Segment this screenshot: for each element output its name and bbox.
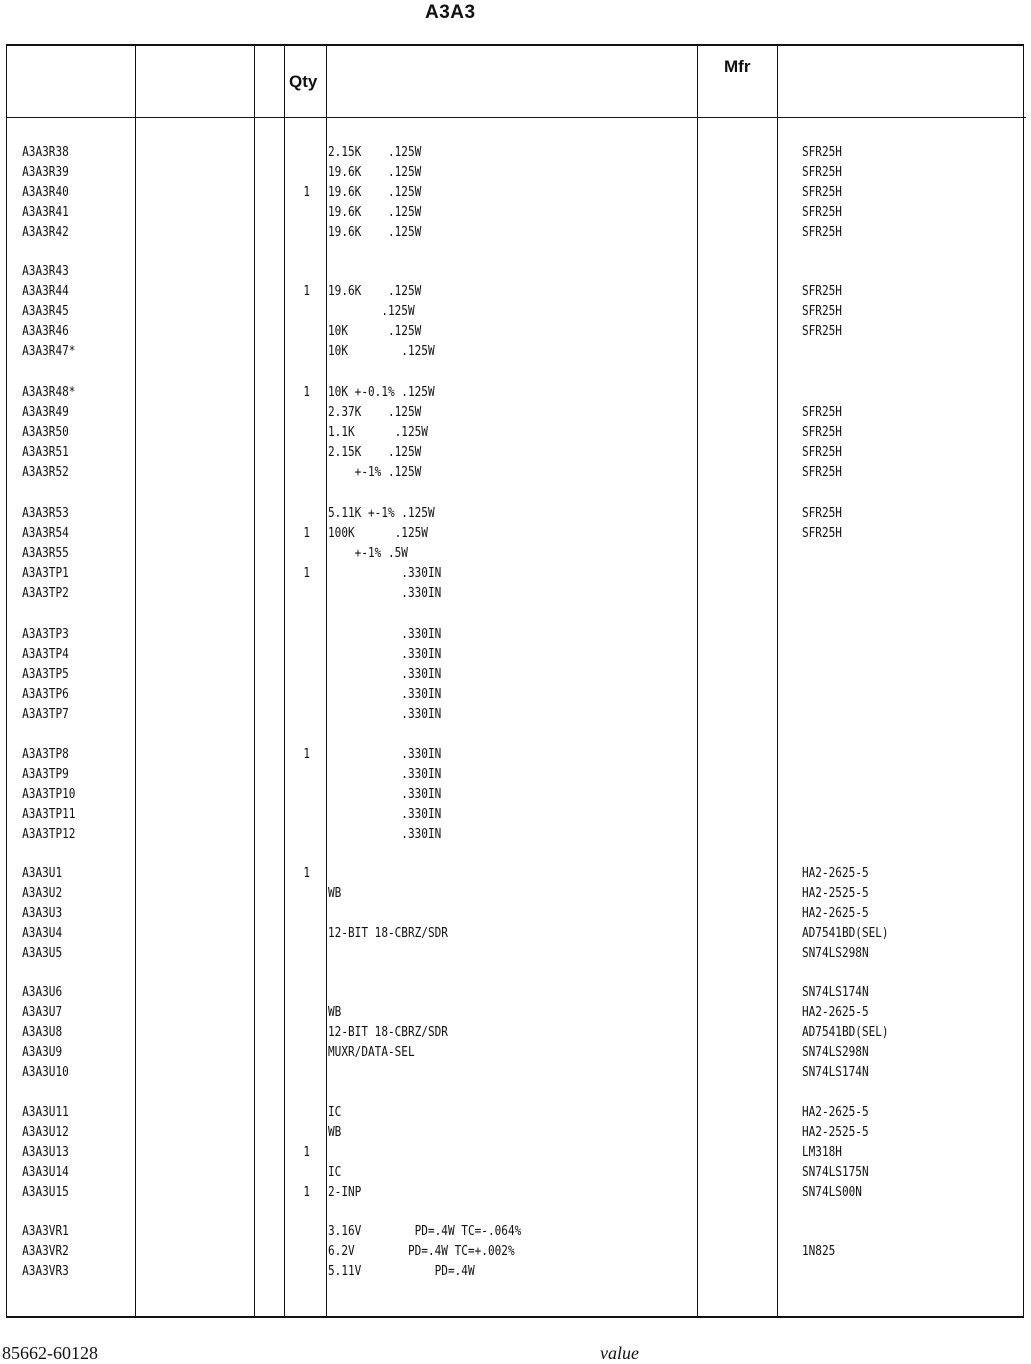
part-description: .330IN (328, 706, 442, 722)
mfr-part-number: SFR25H (801, 505, 842, 521)
mfr-part-number: SFR25H (801, 424, 842, 440)
table-row (0, 983, 869, 1001)
table-row (0, 1163, 869, 1181)
part-description: WB (328, 1124, 342, 1140)
table-row (0, 884, 869, 902)
table-row (0, 1183, 862, 1201)
part-reference: A3A3TP8 (22, 746, 69, 762)
part-description: 100K .125W (328, 525, 428, 541)
part-reference: A3A3R46 (22, 323, 69, 339)
part-reference: A3A3R42 (22, 224, 69, 240)
part-reference: A3A3TP5 (22, 666, 69, 682)
part-reference: A3A3U7 (22, 1004, 63, 1020)
table-row (0, 524, 845, 542)
part-description: 5.11V PD=.4W (328, 1263, 475, 1279)
part-description: .330IN (328, 766, 442, 782)
mfr-part-number: SFR25H (801, 224, 842, 240)
part-quantity: 1 (303, 746, 311, 762)
part-reference: A3A3U13 (22, 1144, 69, 1160)
part-reference: A3A3R51 (22, 444, 69, 460)
part-description: .330IN (328, 626, 442, 642)
part-reference: A3A3U14 (22, 1164, 69, 1180)
table-row (0, 342, 845, 360)
part-description: 2.15K .125W (328, 444, 422, 460)
mfr-part-number: LM318H (801, 1144, 842, 1160)
table-row (0, 1023, 889, 1041)
table-row (0, 463, 845, 481)
part-reference: A3A3R47* (22, 343, 76, 359)
part-description: 12-BIT 18-CBRZ/SDR (328, 1024, 448, 1040)
table-row (0, 203, 845, 221)
part-description: 19.6K .125W (328, 204, 422, 220)
mfr-part-number: HA2-2625-5 (801, 865, 869, 881)
table-row (0, 302, 845, 320)
table-row (0, 625, 845, 643)
mfr-part-number: AD7541BD(SEL) (801, 1024, 889, 1040)
mfr-part-number: SN74LS298N (801, 945, 869, 961)
part-description: .330IN (328, 686, 442, 702)
table-row (0, 223, 845, 241)
table-row (0, 1063, 869, 1081)
table-row (0, 443, 845, 461)
table-row (0, 544, 845, 562)
part-reference: A3A3R39 (22, 164, 69, 180)
part-description: .330IN (328, 565, 442, 581)
table-row (0, 904, 869, 922)
mfr-part-number: SFR25H (801, 144, 842, 160)
part-reference: A3A3VR3 (22, 1263, 69, 1279)
part-description: IC (328, 1104, 342, 1120)
header-divider (6, 117, 1026, 118)
part-reference: A3A3R44 (22, 283, 69, 299)
table-row (0, 1123, 869, 1141)
table-row (0, 564, 845, 582)
part-reference: A3A3TP4 (22, 646, 69, 662)
part-reference: A3A3U3 (22, 905, 63, 921)
mfr-part-number: SN74LS00N (801, 1184, 862, 1200)
table-row (0, 805, 845, 823)
part-reference: A3A3TP3 (22, 626, 69, 642)
part-description: 19.6K .125W (328, 164, 422, 180)
part-reference: A3A3U12 (22, 1124, 69, 1140)
part-reference: A3A3U1 (22, 865, 63, 881)
footer-part-number: 85662-60128 (2, 1343, 98, 1363)
part-description: .330IN (328, 826, 442, 842)
part-reference: A3A3TP1 (22, 565, 69, 581)
table-row (0, 262, 845, 280)
table-row (0, 584, 845, 602)
part-description: 2.37K .125W (328, 404, 422, 420)
part-quantity: 1 (303, 865, 311, 881)
mfr-part-number: SFR25H (801, 404, 842, 420)
part-reference: A3A3TP10 (22, 786, 76, 802)
part-quantity: 1 (303, 184, 311, 200)
page-title: A3A3 (425, 2, 476, 23)
part-description: .330IN (328, 646, 442, 662)
part-reference: A3A3R38 (22, 144, 69, 160)
part-description: .330IN (328, 806, 442, 822)
footer-note: value (600, 1343, 639, 1363)
table-row (0, 383, 845, 401)
table-row (0, 423, 845, 441)
mfr-part-number: SFR25H (801, 525, 842, 541)
mfr-part-number: 1N825 (801, 1243, 836, 1259)
mfr-part-number: HA2-2525-5 (801, 1124, 869, 1140)
table-row (0, 645, 845, 663)
part-reference: A3A3U9 (22, 1044, 63, 1060)
part-reference: A3A3U4 (22, 925, 63, 941)
part-reference: A3A3TP6 (22, 686, 69, 702)
mfr-part-number: SFR25H (801, 164, 842, 180)
part-reference: A3A3R41 (22, 204, 69, 220)
part-description: 19.6K .125W (328, 184, 422, 200)
table-row (0, 685, 845, 703)
part-reference: A3A3U15 (22, 1184, 69, 1200)
part-description: .330IN (328, 585, 442, 601)
part-quantity: 1 (303, 1184, 311, 1200)
part-reference: A3A3R55 (22, 545, 69, 561)
part-description: .330IN (328, 746, 442, 762)
mfr-part-number: HA2-2625-5 (801, 1004, 869, 1020)
table-row (0, 504, 845, 522)
mfr-part-number: SN74LS175N (801, 1164, 869, 1180)
part-description: 10K +-0.1% .125W (328, 384, 435, 400)
part-reference: A3A3R53 (22, 505, 69, 521)
part-description: 10K .125W (328, 323, 422, 339)
part-description: 3.16V PD=.4W TC=-.064% (328, 1223, 522, 1239)
part-description: WB (328, 1004, 342, 1020)
mfr-part-number: SFR25H (801, 204, 842, 220)
part-reference: A3A3R50 (22, 424, 69, 440)
part-quantity: 1 (303, 283, 311, 299)
table-row (0, 1043, 869, 1061)
table-row (0, 282, 845, 300)
part-description: MUXR/DATA-SEL (328, 1044, 415, 1060)
part-reference: A3A3TP9 (22, 766, 69, 782)
part-reference: A3A3TP12 (22, 826, 76, 842)
part-description: +-1% .125W (328, 464, 422, 480)
part-reference: A3A3U11 (22, 1104, 69, 1120)
part-reference: A3A3R52 (22, 464, 69, 480)
table-row (0, 765, 845, 783)
part-reference: A3A3VR1 (22, 1223, 69, 1239)
mfr-part-number: HA2-2625-5 (801, 1104, 869, 1120)
table-row (0, 665, 845, 683)
part-quantity: 1 (303, 525, 311, 541)
part-reference: A3A3R43 (22, 263, 69, 279)
part-description: .330IN (328, 786, 442, 802)
table-row (0, 1222, 845, 1240)
mfr-part-number: SFR25H (801, 464, 842, 480)
part-reference: A3A3U8 (22, 1024, 63, 1040)
mfr-column-header: Mfr (724, 57, 751, 76)
part-description: .125W (328, 303, 415, 319)
mfr-part-number: AD7541BD(SEL) (801, 925, 889, 941)
part-description: 12-BIT 18-CBRZ/SDR (328, 925, 448, 941)
table-row (0, 163, 845, 181)
table-row (0, 1003, 869, 1021)
part-description: .330IN (328, 666, 442, 682)
mfr-part-number: SN74LS298N (801, 1044, 869, 1060)
mfr-part-number: SN74LS174N (801, 1064, 869, 1080)
table-row (0, 864, 869, 882)
mfr-part-number: HA2-2625-5 (801, 905, 869, 921)
part-description: 19.6K .125W (328, 224, 422, 240)
table-row (0, 745, 845, 763)
part-reference: A3A3R48* (22, 384, 76, 400)
part-description: 19.6K .125W (328, 283, 422, 299)
part-reference: A3A3R45 (22, 303, 69, 319)
table-row (0, 1103, 869, 1121)
qty-column-header: Qty (289, 72, 318, 91)
part-reference: A3A3VR2 (22, 1243, 69, 1259)
part-reference: A3A3U5 (22, 945, 63, 961)
mfr-part-number: HA2-2525-5 (801, 885, 869, 901)
part-reference: A3A3R54 (22, 525, 69, 541)
part-description: +-1% .5W (328, 545, 408, 561)
mfr-part-number: SFR25H (801, 303, 842, 319)
table-row (0, 825, 845, 843)
part-quantity: 1 (303, 565, 311, 581)
table-row (0, 403, 845, 421)
table-row (0, 944, 869, 962)
table-row (0, 322, 845, 340)
table-row (0, 924, 889, 942)
mfr-part-number: SN74LS174N (801, 984, 869, 1000)
part-description: 10K .125W (328, 343, 435, 359)
table-row (0, 143, 845, 161)
mfr-part-number: SFR25H (801, 444, 842, 460)
part-reference: A3A3U2 (22, 885, 63, 901)
mfr-part-number: SFR25H (801, 184, 842, 200)
table-row (0, 183, 845, 201)
part-description: 6.2V PD=.4W TC=+.002% (328, 1243, 515, 1259)
mfr-part-number: SFR25H (801, 323, 842, 339)
table-row (0, 1242, 845, 1260)
part-reference: A3A3R49 (22, 404, 69, 420)
part-reference: A3A3U6 (22, 984, 63, 1000)
part-description: 5.11K +-1% .125W (328, 505, 435, 521)
part-reference: A3A3TP7 (22, 706, 69, 722)
table-row (0, 1262, 845, 1280)
column-divider (1023, 44, 1024, 1316)
part-description: WB (328, 885, 342, 901)
part-description: IC (328, 1164, 342, 1180)
part-description: 2-INP (328, 1184, 362, 1200)
part-quantity: 1 (303, 384, 311, 400)
part-reference: A3A3TP2 (22, 585, 69, 601)
table-row (0, 1143, 845, 1161)
part-quantity: 1 (303, 1144, 311, 1160)
part-reference: A3A3R40 (22, 184, 69, 200)
table-row (0, 705, 845, 723)
part-description: 2.15K .125W (328, 144, 422, 160)
mfr-part-number: SFR25H (801, 283, 842, 299)
table-row (0, 785, 845, 803)
part-reference: A3A3TP11 (22, 806, 76, 822)
part-reference: A3A3U10 (22, 1064, 69, 1080)
part-description: 1.1K .125W (328, 424, 428, 440)
